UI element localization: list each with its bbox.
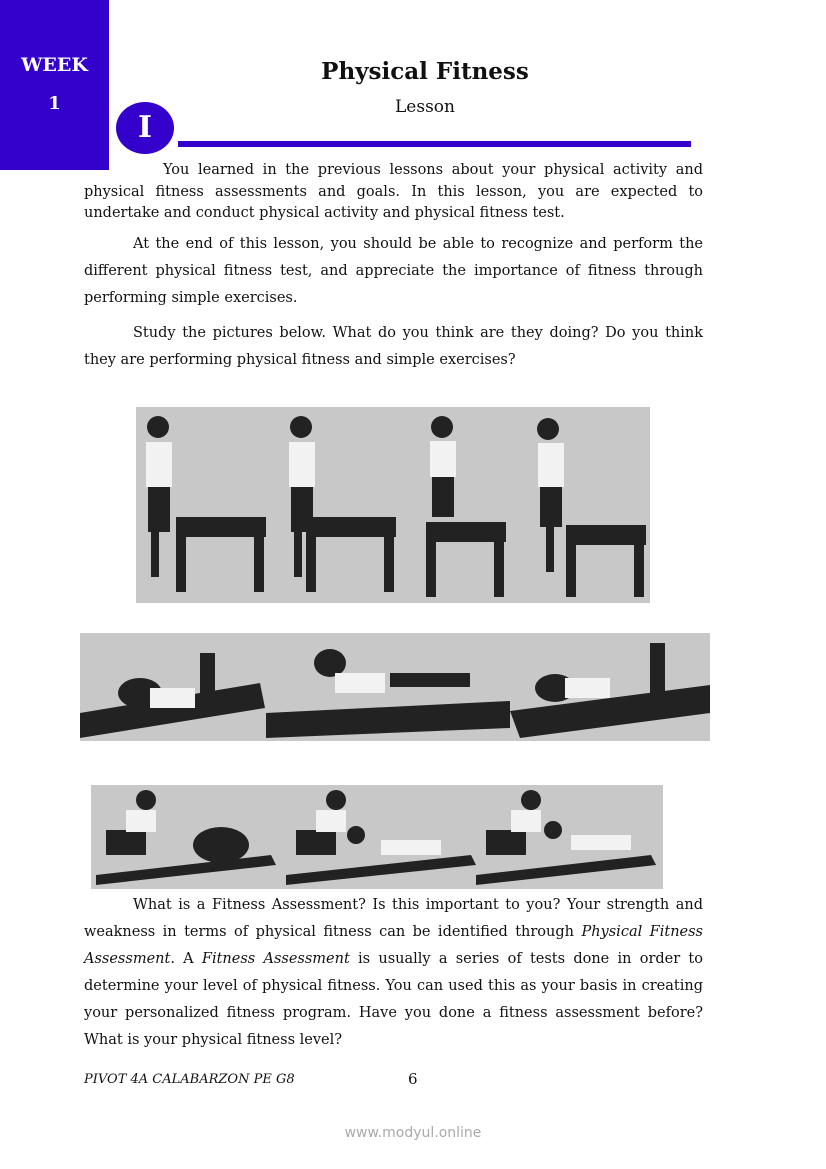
paragraph-fitness-assessment [84,892,703,1054]
paragraph-intro: You learned in the previous lessons about your physical activity and physical fitness assessments and goals. In this lesson, you are expected to undertake and conduct physical activity and physical fitness test. [84,162,703,221]
footer-source: PIVOT 4A CALABARZON PE G8 [84,1072,295,1087]
week-badge [0,0,109,170]
page-title: Physical Fitness [321,58,529,85]
step-test-illustration [136,407,650,603]
photo-step-test [136,407,650,603]
text-run: . A [170,951,202,967]
paragraph-study-pictures: Study the pictures below. What do you think are they doing? Do you think they are performing physical fitness and simple exercises? [84,325,703,368]
italic-term: Fitness Assessment [201,951,350,967]
partner-curl-up-illustration [91,785,663,889]
photo-partner-curl-ups [91,785,663,889]
page-subtitle: Lesson [395,97,455,117]
week-number: 1 [48,93,61,114]
page-number: 6 [408,1070,418,1088]
italic-term: Physical Fitness Assessment [84,924,703,967]
section-letter-badge: I [116,102,174,154]
text-run: What is a Fitness Assessment? Is this important to you? Your strength and weakness in terms of physical fitness can be identified through [84,897,703,940]
curl-up-illustration [80,633,710,741]
paragraph-objectives: At the end of this lesson, you should be able to recognize and perform the different physical fitness test, and appreciate the importance of fitness through performing simple exercises. [84,236,703,306]
text-run: is usually a series of tests done in order to determine your level of physical fitness. You can used this as your basis in creating your personalized fitness program. Have you done a fitness assessment before? What is your physical fitness level? [84,951,703,1048]
title-underline [178,141,691,147]
watermark: www.modyul.online [344,1125,482,1141]
photo-curl-ups [80,633,710,741]
week-label: WEEK [21,54,88,76]
